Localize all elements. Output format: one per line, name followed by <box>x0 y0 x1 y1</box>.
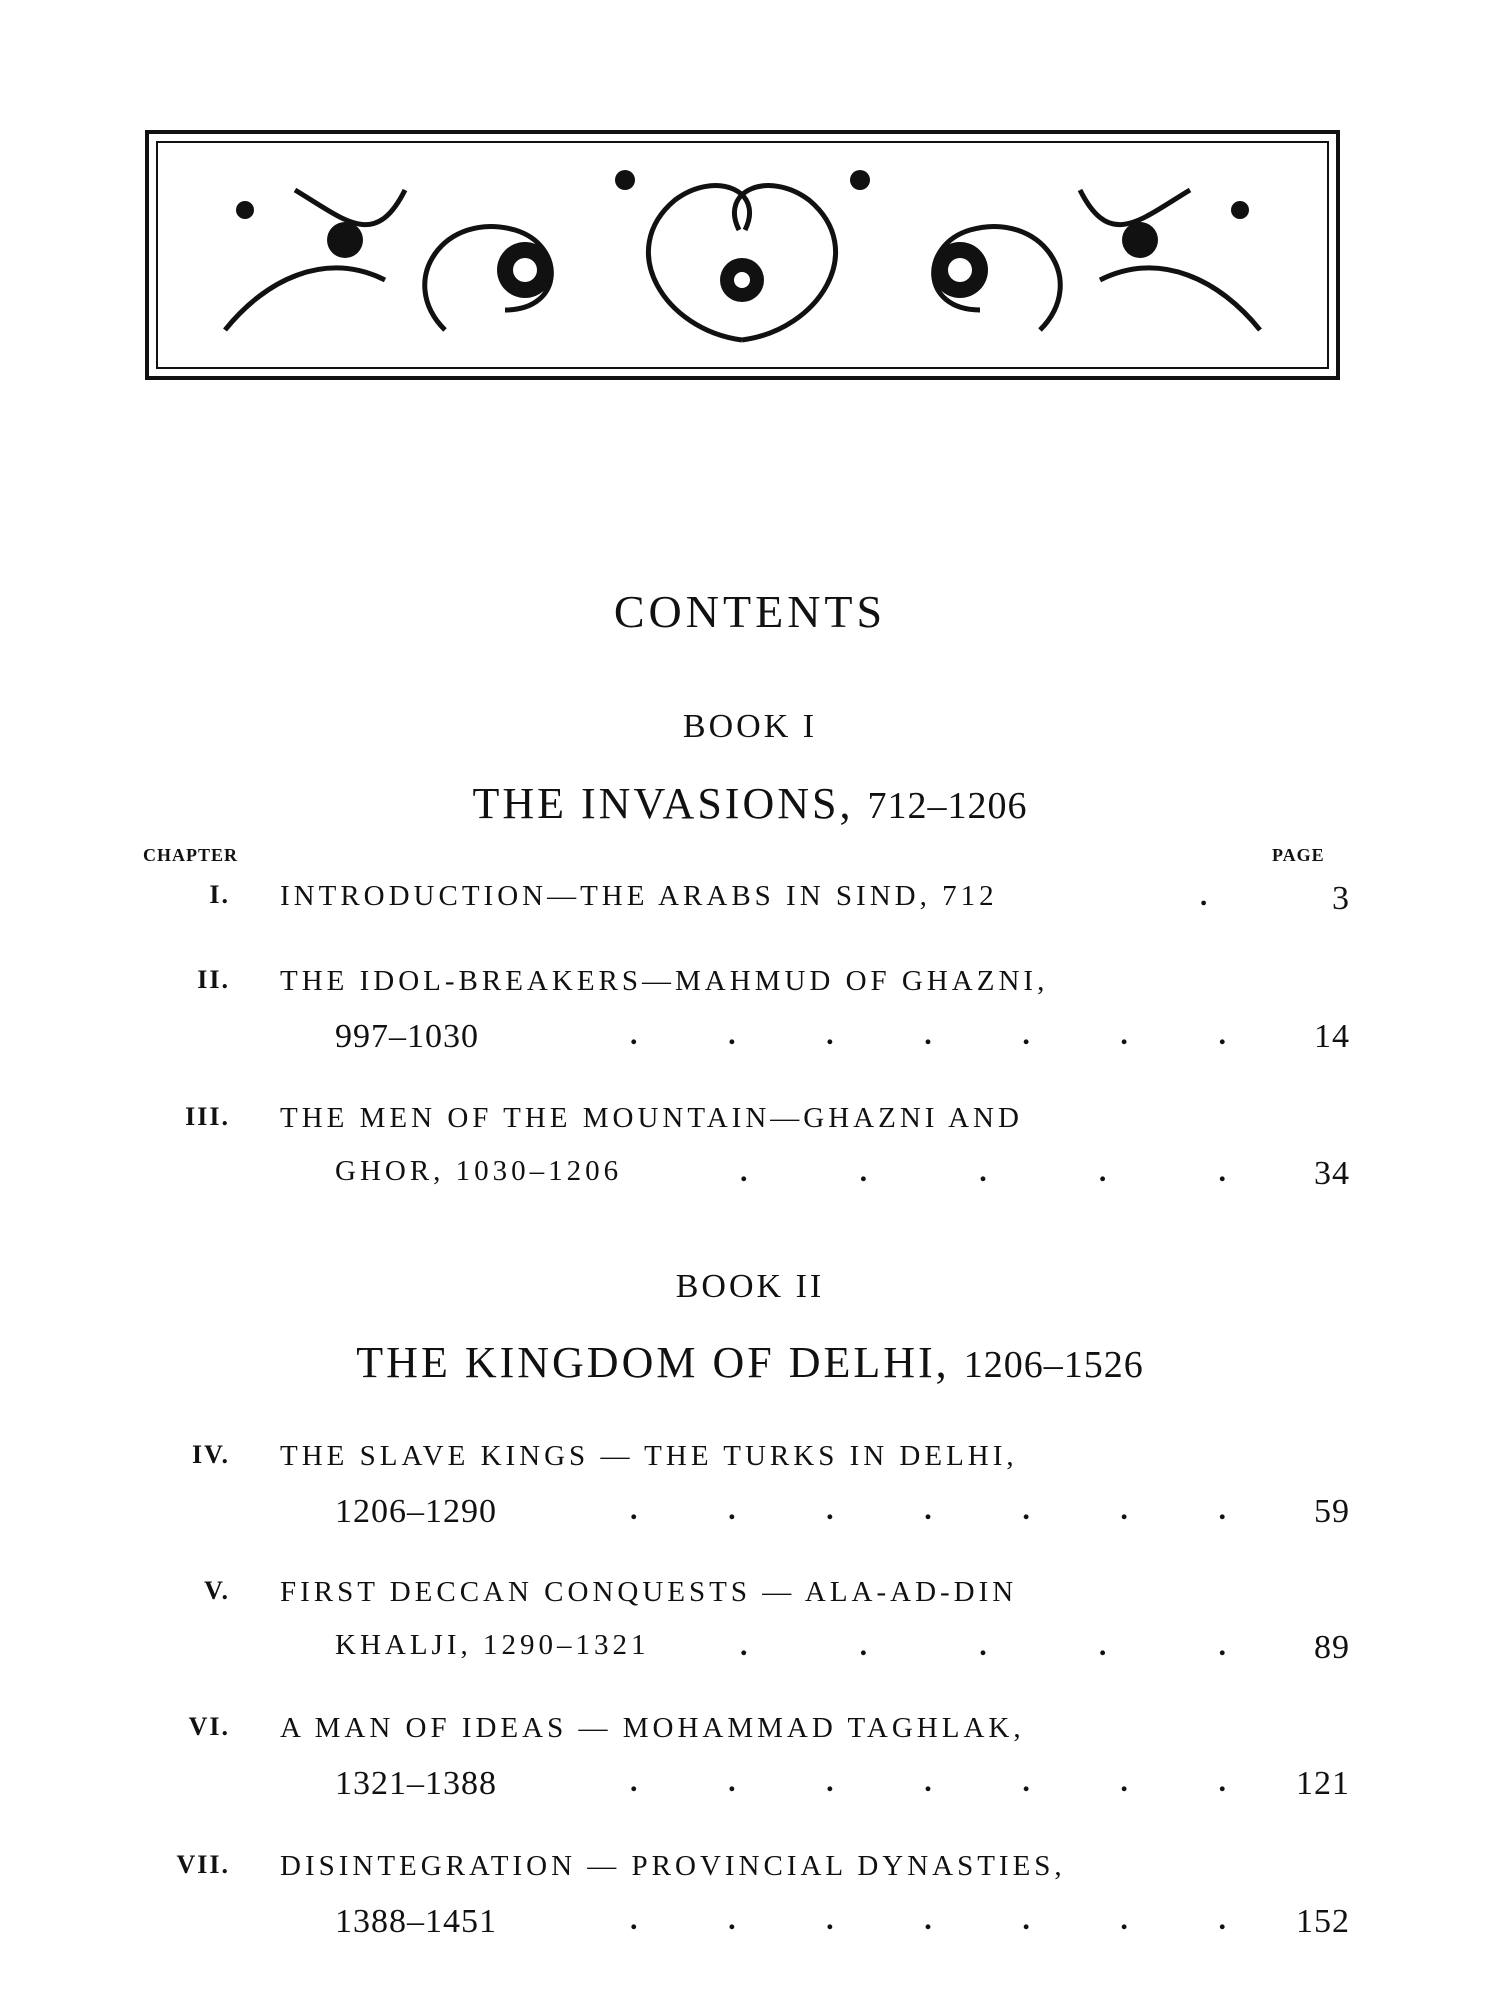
book-1-label: BOOK I <box>682 708 818 745</box>
book-1-dates: 712–1206 <box>867 785 1028 827</box>
page-number: 59 <box>1314 1493 1350 1530</box>
chapter-title: FIRST DECCAN CONQUESTS — ALA-AD-DIN <box>280 1576 1018 1608</box>
chapter-title-continued: GHOR, 1030–1206 <box>335 1155 623 1187</box>
chapter-title: THE MEN OF THE MOUNTAIN—GHAZNI AND <box>280 1102 1023 1134</box>
chapter-title-continued: 997–1030 <box>335 1018 479 1055</box>
decorative-headpiece <box>145 130 1340 380</box>
page-title: CONTENTS <box>613 586 887 637</box>
page-number: 34 <box>1314 1155 1350 1192</box>
book-1-title <box>0 778 1500 829</box>
leader-dots: . . . . . . . <box>630 1903 1230 1936</box>
chapter-title: THE SLAVE KINGS — THE TURKS IN DELHI, <box>280 1440 1018 1472</box>
chapter-column-label: CHAPTER <box>143 845 239 865</box>
book-2-dates: 1206–1526 <box>963 1344 1144 1386</box>
page-column-label: PAGE <box>1272 845 1325 865</box>
book-1-title-text: THE INVASIONS, <box>472 779 854 828</box>
chapter-number: I. <box>209 880 230 909</box>
page-number: 14 <box>1314 1018 1350 1055</box>
chapter-title: A MAN OF IDEAS — MOHAMMAD TAGHLAK, <box>280 1712 1025 1744</box>
chapter-title-continued: 1388–1451 <box>335 1903 497 1940</box>
leader-dots: . . . . . <box>740 1629 1230 1662</box>
chapter-number: V. <box>204 1576 230 1605</box>
page-number: 89 <box>1314 1629 1350 1666</box>
book-2-title-text: THE KINGDOM OF DELHI, <box>356 1338 950 1387</box>
chapter-number: VI. <box>188 1712 230 1741</box>
chapter-title-continued: 1321–1388 <box>335 1765 497 1802</box>
leader-dots: . . . . . . . <box>630 1018 1230 1051</box>
leader-dots: . . . . . . . <box>630 1493 1230 1526</box>
leader-dots: . . . . . . . <box>630 1765 1230 1798</box>
book-2-label: BOOK II <box>675 1268 825 1305</box>
chapter-title-continued: 1206–1290 <box>335 1493 497 1530</box>
chapter-title-continued: KHALJI, 1290–1321 <box>335 1629 650 1661</box>
page-number: 3 <box>1332 880 1350 917</box>
page-number: 152 <box>1296 1903 1350 1940</box>
chapter-number: III. <box>185 1102 230 1131</box>
page-number: 121 <box>1296 1765 1350 1802</box>
leader-dot: . <box>1200 880 1212 912</box>
chapter-title: THE IDOL-BREAKERS—MAHMUD OF GHAZNI, <box>280 965 1049 997</box>
chapter-number: IV. <box>191 1440 230 1469</box>
chapter-title: DISINTEGRATION — PROVINCIAL DYNASTIES, <box>280 1850 1066 1882</box>
leader-dots: . . . . . <box>740 1155 1230 1188</box>
chapter-number: II. <box>197 965 230 994</box>
chapter-number: VII. <box>176 1850 230 1879</box>
book-2-title <box>0 1337 1500 1388</box>
chapter-title: INTRODUCTION—THE ARABS IN SIND, 712 <box>280 880 998 912</box>
